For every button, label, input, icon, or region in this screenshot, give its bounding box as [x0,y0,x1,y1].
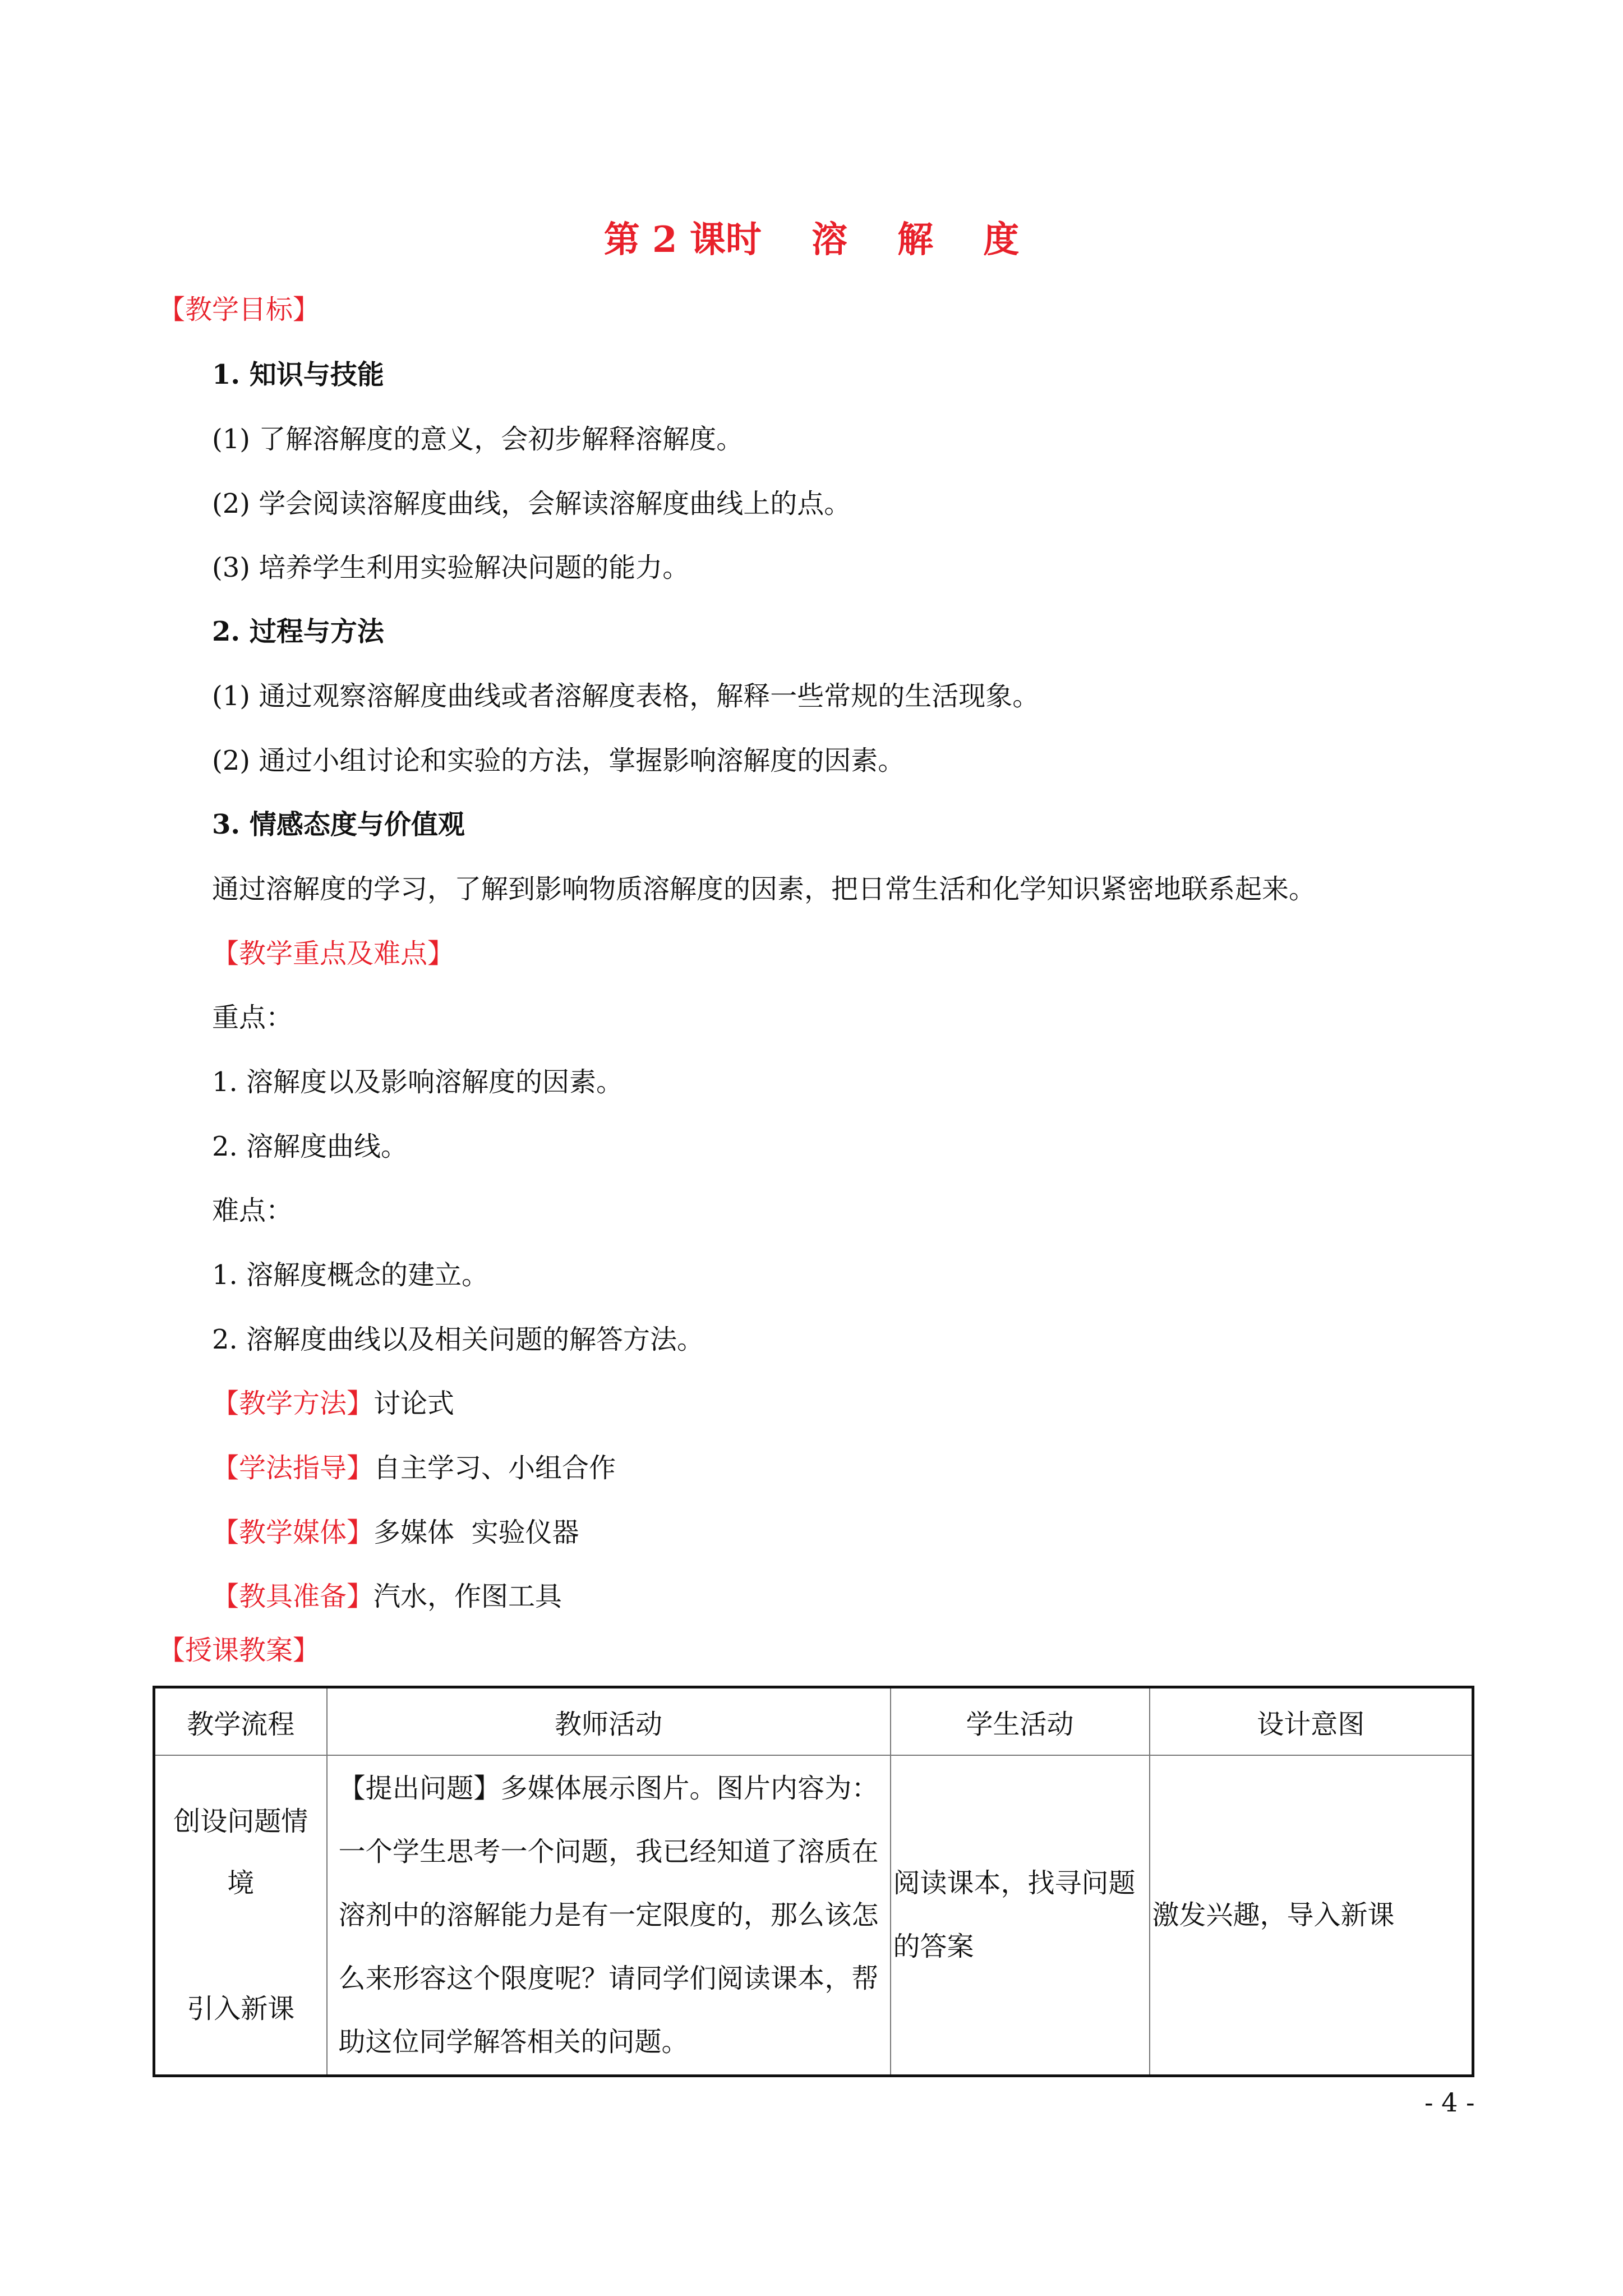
emotion-text: 通过溶解度的学习，了解到影响物质溶解度的因素，把日常生活和化学知识紧密地联系起来。 [212,873,1316,905]
media-value: 多媒体 实验仪器 [374,1517,579,1548]
page-number: - 4 - [1424,2087,1475,2118]
flow-line: 引入新课 [187,1993,295,2024]
difficult-item: 2. 溶解度曲线以及相关问题的解答方法。 [212,1324,704,1355]
important-label: 重点： [212,1002,293,1033]
column-header: 教学流程 [154,1687,327,1756]
objectives-header: 【教学目标】 [158,294,320,325]
difficult-item: 1. 溶解度概念的建立。 [212,1259,489,1291]
process-item: (1) 通过观察溶解度曲线或者溶解度表格，解释一些常规的生活现象。 [212,680,1040,712]
difficult-label: 难点： [212,1195,293,1226]
important-item: 2. 溶解度曲线。 [212,1131,408,1162]
media-label: 【教学媒体】 [212,1517,374,1548]
process-item: (2) 通过小组讨论和实验的方法，掌握影响溶解度的因素。 [212,745,905,776]
flow-cell [154,1755,327,2076]
knowledge-item: (3) 培养学生利用实验解决问题的能力。 [212,552,690,583]
study-label: 【学法指导】 [212,1452,374,1484]
important-item: 1. 溶解度以及影响溶解度的因素。 [212,1066,624,1098]
table-row [154,1755,1473,2076]
study-line [212,1450,616,1486]
method-value: 讨论式 [374,1388,455,1419]
design-intent-cell: 激发兴趣，导入新课 [1150,1755,1473,2076]
knowledge-heading: 1. 知识与技能 [212,359,384,390]
process-heading: 2. 过程与方法 [212,616,384,647]
knowledge-item: (1) 了解溶解度的意义，会初步解释溶解度。 [212,424,744,455]
column-header: 学生活动 [891,1687,1150,1756]
tools-line [212,1579,562,1614]
student-activity-cell: 阅读课本，找寻问题的答案 [891,1755,1150,2076]
tools-value: 汽水，作图工具 [374,1581,562,1612]
plan-header: 【授课教案】 [158,1635,320,1666]
teacher-activity-cell: 【提出问题】多媒体展示图片。图片内容为：一个学生思考一个问题，我已经知道了溶质在溶剂中的溶解能力是有一定限度的，那么该怎么来形容这个限度呢？请同学们阅读课本，帮助这位同学解答相关的问题。 [327,1755,891,2076]
emotion-heading: 3. 情感态度与价值观 [212,809,465,840]
flow-line: 境 [227,1867,255,1899]
column-header: 教师活动 [327,1687,891,1756]
knowledge-item: (2) 学会阅读溶解度曲线，会解读溶解度曲线上的点。 [212,488,851,519]
tools-label: 【教具准备】 [212,1581,374,1612]
media-line [212,1515,579,1550]
column-header: 设计意图 [1150,1687,1473,1756]
key-points-header: 【教学重点及难点】 [212,938,455,969]
method-label: 【教学方法】 [212,1388,374,1419]
table-header-row [154,1687,1473,1756]
page-title: 第 2 课时 溶 解 度 [603,219,1020,261]
study-value: 自主学习、小组合作 [374,1452,616,1484]
flow-line: 创设问题情 [173,1806,308,1837]
lesson-plan-table [153,1686,1474,2077]
method-line [212,1386,454,1421]
